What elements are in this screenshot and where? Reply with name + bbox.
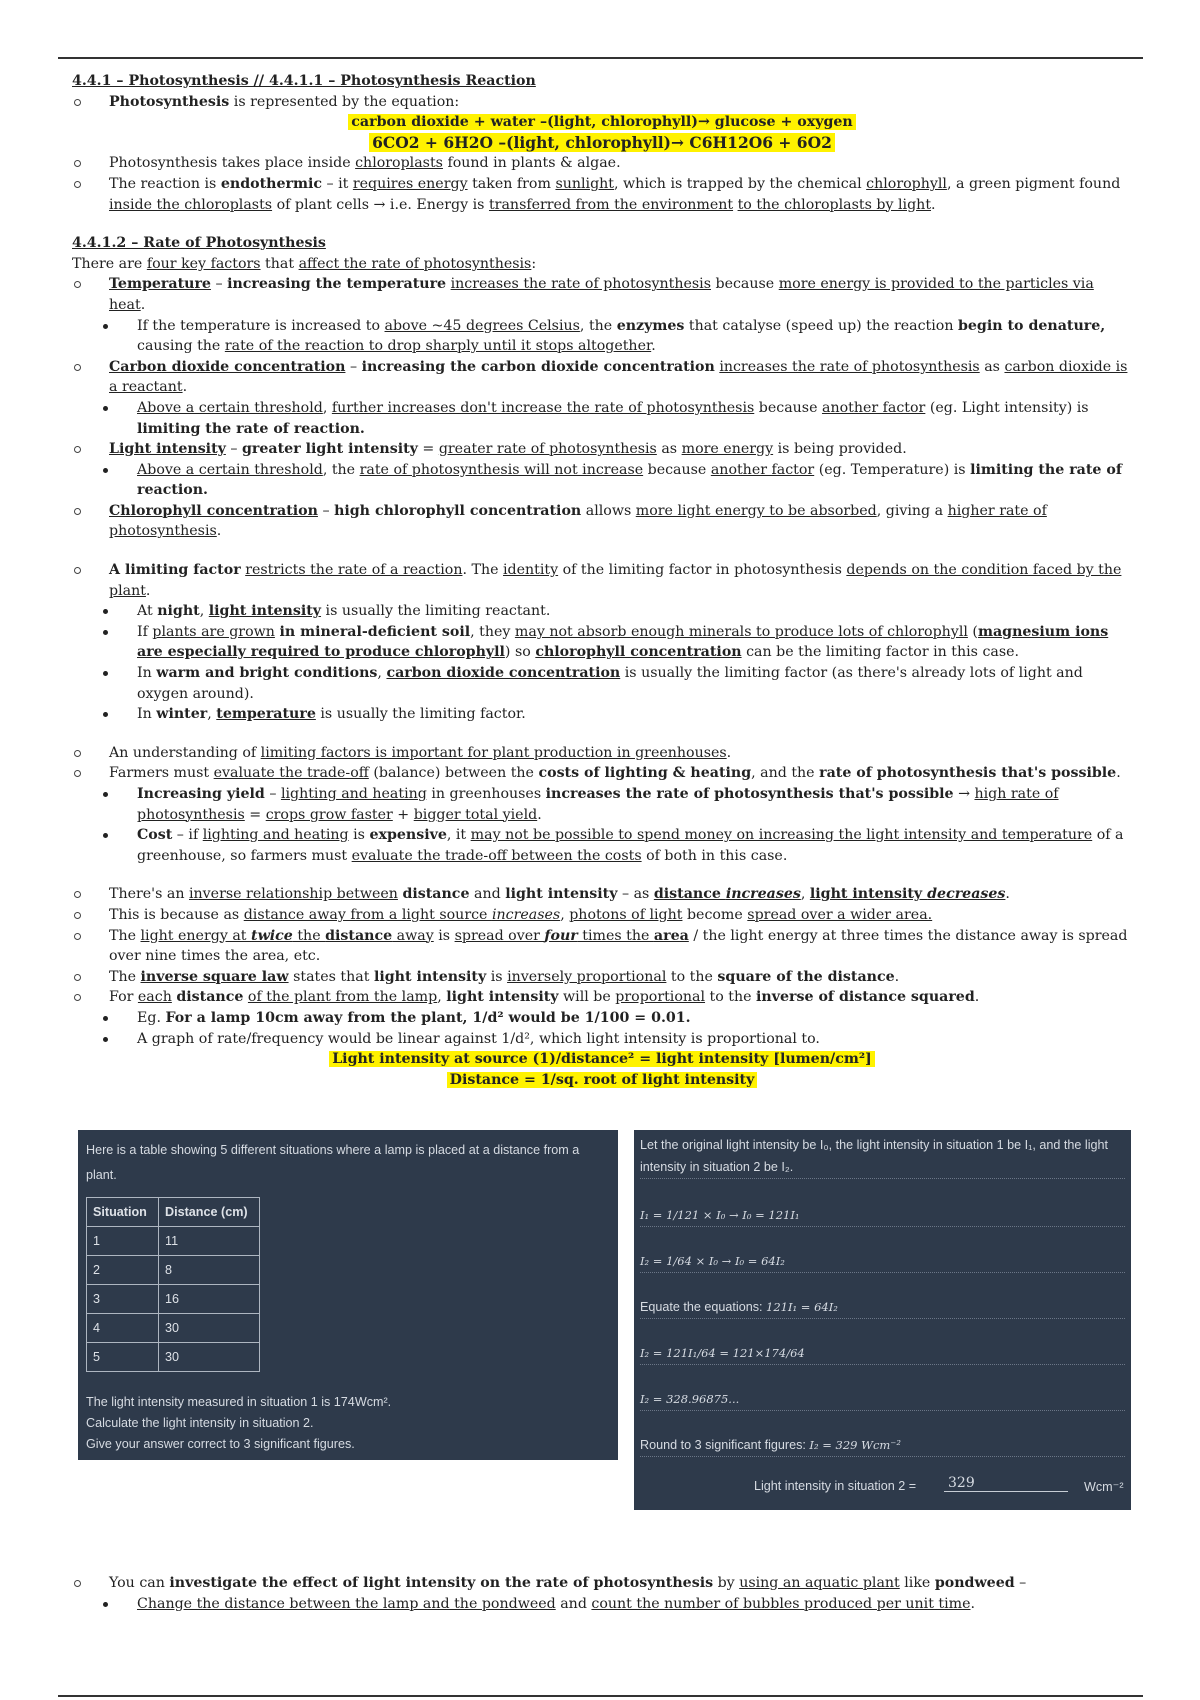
list-item: A limiting factor restricts the rate of a reaction. The identity of the limiting factor in photosynthesis depends on the condition faced by the plant. — [72, 560, 1132, 601]
table-row — [87, 1314, 260, 1343]
final-answer-unit: Wcm⁻² — [1084, 1480, 1124, 1494]
list-item: Photosynthesis takes place inside chloroplasts found in plants & algae. — [72, 153, 1132, 174]
situation-table — [86, 1197, 260, 1372]
list-item: Temperature – increasing the temperature increases the rate of photosynthesis because more energy is provided to the particles via heat. — [72, 274, 1132, 315]
worked-answer-panel — [634, 1130, 1131, 1510]
distance-equation: Distance = 1/sq. root of light intensity — [72, 1070, 1132, 1091]
inverse-square-list — [72, 884, 1132, 1049]
final-answer-label: Light intensity in situation 2 = — [754, 1479, 917, 1493]
column-header-situation: Situation — [87, 1198, 159, 1227]
table-cell: 3 — [87, 1285, 159, 1314]
answer-step-1: I₁ = 1/121 × I₀ → I₀ = 121I₁ — [640, 1204, 1125, 1227]
list-item: This is because as distance away from a light source increases, photons of light become spread over a wider area. — [72, 905, 1132, 926]
list-item: You can investigate the effect of light intensity on the rate of photosynthesis by using an aquatic plant like pondweed – — [72, 1573, 1132, 1594]
question-given: The light intensity measured in situation 1 is 174Wcm². — [86, 1395, 392, 1409]
factors-intro: There are four key factors that affect the rate of photosynthesis: — [72, 255, 537, 272]
list-item: Eg. For a lamp 10cm away from the plant, 1/d² would be 1/100 = 0.01. — [72, 1008, 1132, 1029]
reaction-details-list — [72, 153, 1132, 215]
answer-step-5: I₂ = 328.96875... — [640, 1388, 1125, 1411]
question-panel — [78, 1130, 618, 1460]
question-task: Calculate the light intensity in situation 2. — [86, 1416, 314, 1430]
question-intro: Here is a table showing 5 different situations where a lamp is placed at a distance from a plant. — [86, 1143, 580, 1182]
answer-step-6: Round to 3 significant figures: I₂ = 329 Wcm⁻² — [640, 1434, 1125, 1457]
top-rule — [58, 57, 1143, 59]
word-equation: carbon dioxide + water –(light, chlorophyll)→ glucose + oxygen — [72, 112, 1132, 133]
factors-list — [72, 274, 1132, 542]
final-answer-field[interactable]: 329 — [944, 1475, 1068, 1492]
list-item: Photosynthesis is represented by the equation: — [72, 92, 1132, 113]
list-item: In winter, temperature is usually the limiting factor. — [72, 704, 1132, 725]
column-header-distance: Distance (cm) — [159, 1198, 260, 1227]
answer-step-2: I₂ = 1/64 × I₀ → I₀ = 64I₂ — [640, 1250, 1125, 1273]
list-item: A graph of rate/frequency would be linear against 1/d², which light intensity is proportional to. — [72, 1029, 1132, 1050]
list-item: The reaction is endothermic – it requires energy taken from sunlight, which is trapped by the chemical chlorophyll, a green pigment found inside the chloroplasts of plant cells → i.e. Energy is transferred from the environment to the chloroplasts by light. — [72, 174, 1132, 215]
list-item: If the temperature is increased to above ~45 degrees Celsius, the enzymes that catalyse (speed up) the reaction begin to denature, causing the rate of the reaction to drop sharply until it stops altogether. — [72, 316, 1132, 357]
list-item: Above a certain threshold, the rate of photosynthesis will not increase because another factor (eg. Temperature) is limiting the rate of reaction. — [72, 460, 1132, 501]
table-row — [87, 1227, 260, 1256]
table-cell: 2 — [87, 1256, 159, 1285]
investigation-section — [72, 1573, 1132, 1614]
light-intensity-equation: Light intensity at source (1)/distance² = light intensity [lumen/cm²] — [72, 1049, 1132, 1070]
limiting-factor-list — [72, 560, 1132, 725]
notes-body — [72, 71, 1132, 1090]
list-item: Light intensity – greater light intensity = greater rate of photosynthesis as more energy is being provided. — [72, 439, 1132, 460]
list-item: In warm and bright conditions, carbon dioxide concentration is usually the limiting factor (as there's already lots of light and oxygen around). — [72, 663, 1132, 704]
list-item: The inverse square law states that light intensity is inversely proportional to the square of the distance. — [72, 967, 1132, 988]
table-row — [87, 1343, 260, 1372]
list-item: An understanding of limiting factors is important for plant production in greenhouses. — [72, 743, 1132, 764]
list-item: Carbon dioxide concentration – increasing the carbon dioxide concentration increases the rate of photosynthesis as carbon dioxide is a reactant. — [72, 357, 1132, 398]
table-cell: 5 — [87, 1343, 159, 1372]
list-item: Above a certain threshold, further increases don't increase the rate of photosynthesis because another factor (eg. Light intensity) is limiting the rate of reaction. — [72, 398, 1132, 439]
list-item: Increasing yield – lighting and heating in greenhouses increases the rate of photosynthesis that's possible → high rate of photosynthesis = crops grow faster + bigger total yield. — [72, 784, 1132, 825]
table-cell: 30 — [159, 1314, 260, 1343]
investigation-list — [72, 1573, 1132, 1614]
question-instruction: Give your answer correct to 3 significant figures. — [86, 1437, 355, 1451]
list-item: The light energy at twice the distance away is spread over four times the area / the light energy at three times the distance away is spread over nine times the area, etc. — [72, 926, 1132, 967]
list-item: Chlorophyll concentration – high chlorophyll concentration allows more light energy to be absorbed, giving a higher rate of photosynthesis. — [72, 501, 1132, 542]
reaction-list — [72, 92, 1132, 113]
list-item: Farmers must evaluate the trade-off (balance) between the costs of lighting & heating, and the rate of photosynthesis that's possible. — [72, 763, 1132, 784]
answer-step-4: I₂ = 121I₁/64 = 121×174/64 — [640, 1342, 1125, 1365]
table-cell: 1 — [87, 1227, 159, 1256]
table-cell: 4 — [87, 1314, 159, 1343]
answer-intro: Let the original light intensity be I₀, the light intensity in situation 1 be I₁, and the light intensity in situation 2 be I₂. — [640, 1134, 1125, 1179]
list-item: There's an inverse relationship between distance and light intensity – as distance increases, light intensity decreases. — [72, 884, 1132, 905]
section-title-photosynthesis-reaction: 4.4.1 – Photosynthesis // 4.4.1.1 – Photosynthesis Reaction — [72, 73, 536, 89]
section-title-rate-of-photosynthesis: 4.4.1.2 – Rate of Photosynthesis — [72, 235, 326, 252]
table-row — [87, 1285, 260, 1314]
bottom-rule — [58, 1695, 1143, 1697]
list-item: For each distance of the plant from the lamp, light intensity will be proportional to the inverse of distance squared. — [72, 987, 1132, 1008]
table-header-row — [87, 1198, 260, 1227]
table-cell: 16 — [159, 1285, 260, 1314]
list-item: If plants are grown in mineral-deficient soil, they may not absorb enough minerals to produce lots of chlorophyll (magnesium ions are especially required to produce chlorophyll) so chlorophyll concentration can be the limiting factor in this case. — [72, 622, 1132, 663]
table-cell: 8 — [159, 1256, 260, 1285]
table-row — [87, 1256, 260, 1285]
final-answer-row — [634, 1475, 1131, 1503]
list-item: At night, light intensity is usually the limiting reactant. — [72, 601, 1132, 622]
table-cell: 30 — [159, 1343, 260, 1372]
list-item: Change the distance between the lamp and the pondweed and count the number of bubbles produced per unit time. — [72, 1594, 1132, 1615]
answer-step-3: Equate the equations: 121I₁ = 64I₂ — [640, 1296, 1125, 1319]
table-cell: 11 — [159, 1227, 260, 1256]
chemical-equation: 6CO2 + 6H2O –(light, chlorophyll)→ C6H12O6 + 6O2 — [72, 133, 1132, 154]
list-item: Cost – if lighting and heating is expensive, it may not be possible to spend money on increasing the light intensity and temperature of a greenhouse, so farmers must evaluate the trade-off between the costs of both in this case. — [72, 825, 1132, 866]
question-text — [86, 1392, 391, 1455]
greenhouse-list — [72, 743, 1132, 867]
